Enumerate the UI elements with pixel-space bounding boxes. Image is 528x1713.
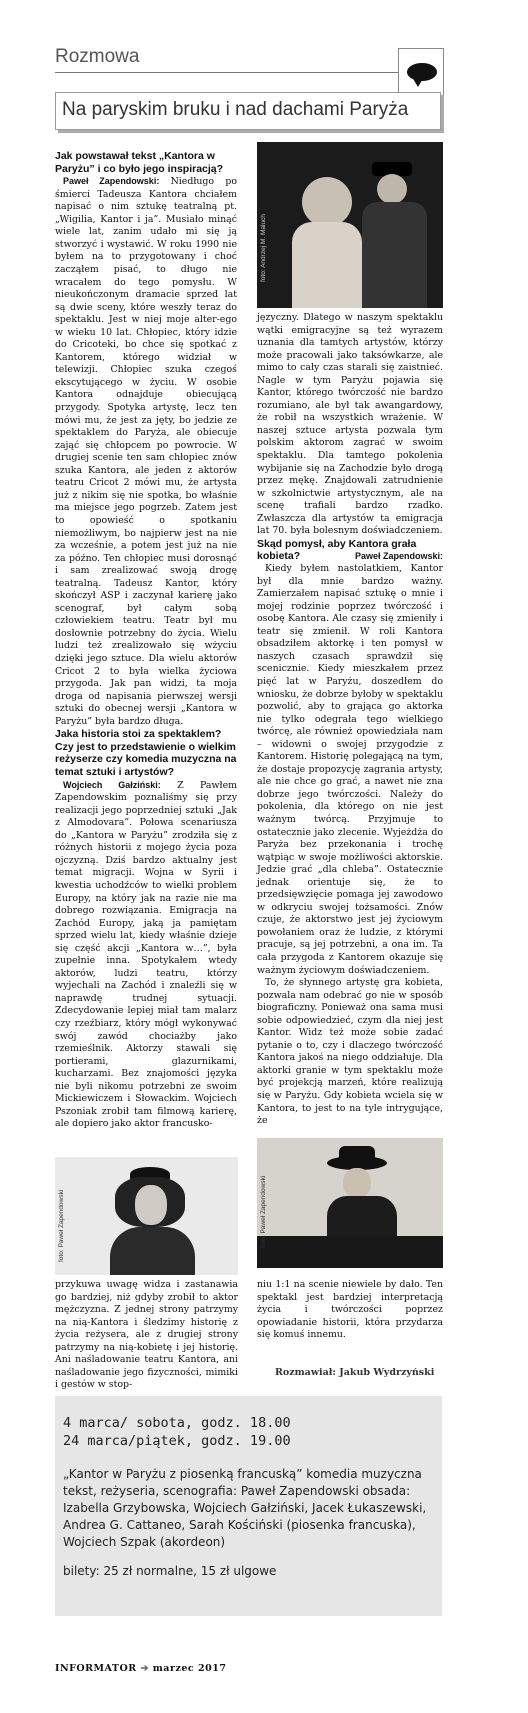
event-date-1: 4 marca/ sobota, godz. 18.00	[63, 1415, 291, 1431]
photo-actors-stage	[257, 142, 443, 308]
column-left	[55, 150, 237, 1131]
bottom-left-text: przykuwa uwagę widza i zastanawia go bardziej, niż gdyby zrobił to aktor mężczyzna. Z jednej strony patrzymy na nią-Kantora i śledzimy historię z życia reżysera, ale z drugiej strony patrzymy na nią-kobietę i jej historię. Ani naśladowanie teatru Kantora, ani naśladowanie jego fizyczności, mimiki i gestów w stop-	[55, 1279, 238, 1391]
publication-name: INFORMATOR	[55, 1663, 137, 1674]
article-title-box	[55, 92, 441, 130]
section-label: Rozmowa	[55, 46, 140, 67]
photo-woman-hat	[257, 1138, 443, 1268]
photo-woman-portrait	[55, 1157, 238, 1275]
column-right	[257, 312, 443, 1128]
question-2: Jaka historia stoi za spektaklem? Czy jest to przedstawienie o wielkim reżyserze czy komedia muzyczna na temat sztuki i artystów?	[55, 728, 237, 779]
photo-credit-2: foto: Paweł Zapendowski	[58, 1189, 65, 1262]
footer	[55, 1663, 226, 1674]
answer-3b: To, że słynnego artystę gra kobieta, pozwala nam odebrać go nie w sposób biograficzny. Ponieważ ona sama musi sobie odpowiedzieć, czym dla niej jest Kantor. Widz też może sobie zadać pytanie o to, czy i dlaczego twórczość Kantora jakoś na niego oddziałuje. Dla aktorki granie w tym spektaklu może być projekcją marzeń, które realizują się w Paryżu. Gdy kobieta wciela się w Kantora, to jest to na tyle intrygujące, że	[257, 977, 443, 1127]
interviewer: Rozmawiał: Jakub Wydrzyński	[275, 1367, 435, 1378]
question-3: Skąd pomysł, aby Kantora grała kobieta? Paweł Zapendowski:	[257, 537, 443, 563]
answer-continued: języczny. Dlatego w naszym spektaklu wątki emigracyjne są też wyrazem uznania dla tamtych artystów, którzy może pracowali jako taksówkarze, ale mimo to cały czas starali się zaistnieć. Nagle w tym Paryżu pojawia się Kantor, którego twórczość nie bardzo rozumiano, ale był tak awangardowy, że robił na wszystkich wrażenie. W naszej sztuce artysta pozwala tym polskim aktorom zagrać w swoim spektaklu. Dla tamtego pokolenia wybijanie się na Zachodzie było drogą przez mękę. Znajdowali zatrudnienie w szkolnictwie artystycznym, ale na scenę trafiali bardzo rzadko. Zwłaszcza dla artystów ta emigracja lat 70. była bolesnym doświadczeniem.	[257, 312, 443, 537]
answer-3: Kiedy byłem nastolatkiem, Kantor był dla mnie bardzo ważny. Zamierzałem napisać sztukę o mnie i mojej rodzinie poprzez twórczość i osobę Kantora. Ale czasy się zmieniły i teatr się zmienił. W roli Kantora obsadziłem aktorkę i ten pomysł w naszych czasach sprawdził się scenicznie. Kiedy mieszkałem przez pięć lat w Paryżu, doszedłem do wniosku, że dobrze byłoby w spektaklu pozwolić, aby to grająca go aktorka nie tylko odegrała tego wielkiego twórcę, ale również opowiedziała nam – widowni o swojej przygodzie z Kantorem. Historię polegającą na tym, że dostaje propozycję zagrania artysty, ale nie chce go grać, a nawet nie zna dobrze jego twórczości. Należy do pokolenia, dla którego on nie jest ważnym twórcą. Przyjmuje to ostatecznie jako zlecenie. Wyjeżdża do Paryża bez przekonania i trochę wątpiąc w swoje możliwości aktorskie. Jedzie grać „dla chleba”. Ostatecznie jednak orientuje się, że to przedsięwzięcie pomaga jej zawodowo w odkryciu swojej tożsamości. Znów czuje, że aktorstwo jest jej życiowym powołaniem oraz że ludzie, z którymi pracuje, są jej potrzebni, a ona im. Ta cała przygoda z Kantorem okazuje się ważnym życiowym doświadczeniem.	[257, 563, 443, 976]
photo-credit-3: foto: Paweł Zapendowski	[260, 1175, 267, 1248]
event-description: „Kantor w Paryżu z piosenką francuską” komedia muzyczna tekst, reżyseria, scenografia: Paweł Zapendowski obsada: Izabella Grzybowska, Wojciech Gałziński, Jacek Łukaszewski, Andrea G. Cattaneo, Sarah Kościński (piosenka francuska), Wojciech Szpak (akordeon)	[63, 1467, 427, 1549]
issue-date: marzec 2017	[152, 1663, 227, 1674]
arrow-icon: ➔	[140, 1663, 149, 1674]
question-1: Jak powstawał tekst „Kantora w Paryżu” i co było jego inspiracją?	[55, 150, 224, 175]
event-info-box	[55, 1396, 442, 1616]
speaker-2: Wojciech Gałziński:	[63, 779, 161, 790]
answer-1: Paweł Zapendowski: Niedługo po śmierci Tadeusza Kantora chciałem napisać o nim sztukę teatralną pt. „Wigilia, Kantor i ja”. Musiało minąć wiele lat, zanim udało mi się ją stworzyć i wystawić. W roku 1990 nie byłem na to przygotowany i choć zacząłem pisać, to długo nie wracałem do tego pomysłu. W nieukończonym dramacie sprzed lat są dwie sceny, które weszły teraz do spektaklu. Jest w niej moje alter-ego w wieku 10 lat. Chłopiec, który idzie do Cricoteki, bo chce się spotkać z Kantorem, którego widział w telewizji. Chłopiec szuka czegoś ekscytującego w życiu. W osobie Kantora odnajduje obiecującą przygody. Spotyka artystę, lecz ten mówi mu, że jest za jęty, bo jedzie ze spektaklem do Paryża, ale obiecuje zająć się chłopcem po powrocie. W drugiej scenie ten sam chłopiec znów szuka Kantora, ale jeden z aktorów teatru Cricot 2 mówi mu, że artysta już z nikim się nie spotka, bo właśnie ma miejsce jego pogrzeb. Zatem jest to opowieść o spotkaniu niemożliwym, bo najpierw jest na nie za wcześnie, a potem jest już na nie za późno. Ten chłopiec musi dorosnąć i sam zrealizować swoją drogę teatralną. Tadeusz Kantor, który skończył ASP i zaczynał karierę jako scenograf, był całym sobą człowiekiem teatru. Teatr był mu dosłownie potrzebny do życia. Wielu ludzi też zrealizowało się wżyciu dzięki jego sztuce. Dla wielu aktorów Cricot 2 to była wielka życiowa przygoda. Jak pan widzi, ta moja droga od napisania pierwszej wersji sztuki do obecnej wersji „Kantora w Paryżu” była bardzo długa.	[55, 176, 237, 727]
bottom-right-text: niu 1:1 na scenie niewiele by dało. Ten spektakl jest bardziej interpretacją życia i twórczości poprzez opowiadanie historii, która przydarza się komuś innemu.	[257, 1279, 443, 1341]
event-date-2: 24 marca/piątek, godz. 19.00	[63, 1433, 291, 1449]
answer-2: Wojciech Gałziński: Z Pawłem Zapendowskim poznaliśmy się przy realizacji jego poprzedniej sztuki „Jak z Almodovara”. Połowa scenariusza do „Kantora w Paryżu” zrodziła się z różnych historii z mojego życia poza ojczyzną. Dziś bardzo aktualny jest temat migracji. Wojna w Syrii i kwestia uchodźców to wielki problem Europy, na który jak na razie nie ma dobrego rozwiązania. Emigracja na Zachód Europy, jaką ja pamiętam sprzed wielu lat, kiedy właśnie dzieje się część akcji „Kantora w…”, była zupełnie inna. Spotykałem wtedy aktorów, ludzi teatru, którzy wyjechali na Zachód i znaleźli się w naprawdę trudnej sytuacji. Zdecydowanie lepiej miał tam malarz czy rzeźbiarz, który mógł wykonywać swój zawód chociażby jako rzemieślnik. Aktorzy stawali się portierami, glazurnikami, kucharzami. Bez znajomości języka nie byli nikomu potrzebni ze swoim Mickiewiczem i Słowackim. Wojciech Pszoniak zrobił tam filmową karierę, ale dopiero jako aktor francusko-	[55, 779, 238, 1130]
divider	[55, 72, 398, 73]
article-title: Na paryskim bruku i nad dachami Paryża	[62, 99, 409, 120]
speaker-3: Paweł Zapendowski:	[354, 551, 443, 562]
speaker-1: Paweł Zapendowski:	[63, 176, 160, 187]
event-tickets: bilety: 25 zł normalne, 15 zł ulgowe	[63, 1564, 277, 1578]
photo-credit-1: foto: Andrzej M. Maluch	[260, 214, 267, 282]
